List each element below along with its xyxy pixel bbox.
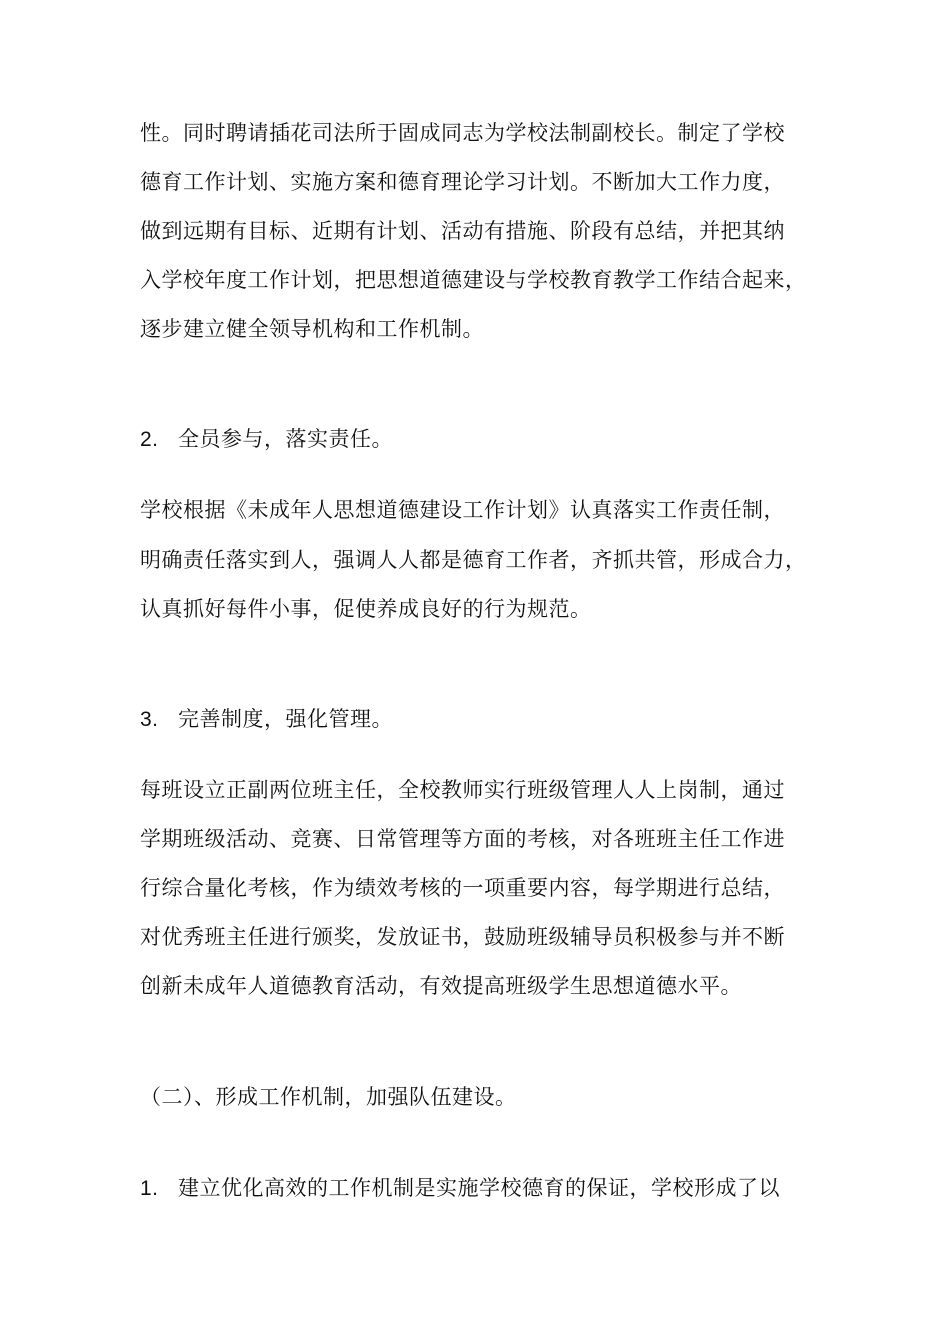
- paragraph-3-line-3: 行综合量化考核，作为绩效考核的一项重要内容，每学期进行总结，: [140, 876, 785, 900]
- paragraph-3-line-1: 每班设立正副两位班主任，全校教师实行班级管理人人上岗制，通过: [140, 778, 785, 802]
- item-1: [140, 1174, 780, 1203]
- paragraph-3-line-2: 学期班级活动、竞赛、日常管理等方面的考核，对各班班主任工作进: [140, 827, 785, 851]
- paragraph-1-line-3: 做到远期有目标、近期有计划、活动有措施、阶段有总结，并把其纳: [140, 219, 785, 243]
- paragraph-1-line-2: 德育工作计划、实施方案和德育理论学习计划。不断加大工作力度，: [140, 170, 785, 194]
- heading-3-text: 完善制度，强化管理。: [178, 707, 393, 731]
- heading-2: [140, 425, 393, 454]
- heading-3: [140, 705, 393, 734]
- paragraph-2-line-1: 学校根据《未成年人思想道德建设工作计划》认真落实工作责任制，: [140, 498, 785, 522]
- heading-2-number: 2.: [140, 428, 159, 451]
- heading-3-number: 3.: [140, 708, 159, 731]
- paragraph-3-line-5: 创新未成年人道德教育活动，有效提高班级学生思想道德水平。: [140, 974, 742, 998]
- paragraph-1-line-1: 性。同时聘请插花司法所于固成同志为学校法制副校长。制定了学校: [140, 121, 785, 145]
- paragraph-2-line-3: 认真抓好每件小事，促使养成良好的行为规范。: [140, 597, 592, 621]
- section-heading-2: （二）、形成工作机制，加强队伍建设。: [140, 1085, 517, 1109]
- heading-2-text: 全员参与，落实责任。: [178, 427, 393, 451]
- paragraph-2-line-2: 明确责任落实到人，强调人人都是德育工作者，齐抓共管，形成合力，: [140, 548, 807, 572]
- item-1-number: 1.: [140, 1177, 159, 1200]
- paragraph-3-line-4: 对优秀班主任进行颁奖，发放证书，鼓励班级辅导员积极参与并不断: [140, 925, 785, 949]
- paragraph-1-line-5: 逐步建立健全领导机构和工作机制。: [140, 317, 484, 341]
- item-1-text: 建立优化高效的工作机制是实施学校德育的保证，学校形成了以: [178, 1176, 780, 1200]
- paragraph-1-line-4: 入学校年度工作计划，把思想道德建设与学校教育教学工作结合起来，: [140, 268, 807, 292]
